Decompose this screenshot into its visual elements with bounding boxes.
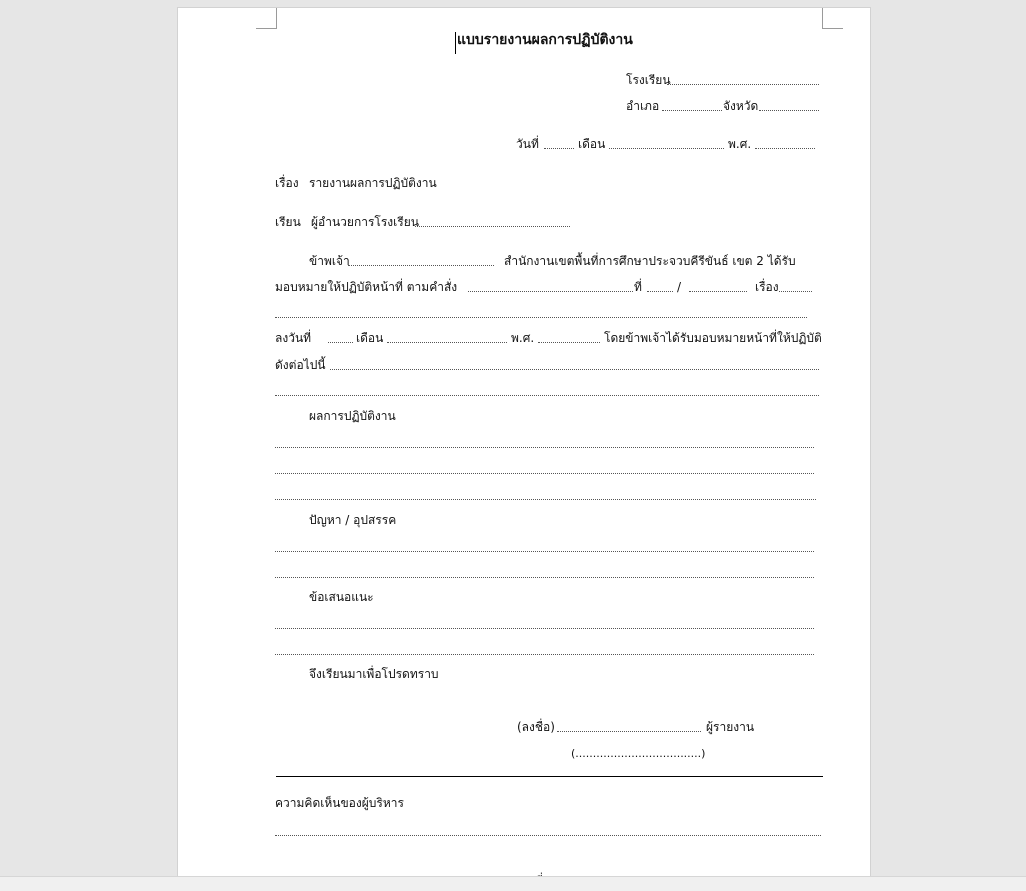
date-day-blank <box>544 148 574 149</box>
duty-blank-2 <box>275 395 819 396</box>
results-blank-1 <box>275 447 814 448</box>
reporter-name-line: (....................................) <box>571 747 706 760</box>
to-label: เรียน <box>275 215 301 229</box>
as-follows-text: ดังต่อไปนี้ <box>275 358 326 372</box>
admin-opinion-blank <box>275 835 821 836</box>
name-blank <box>348 265 494 266</box>
suggestions-blank-2 <box>275 654 814 655</box>
closing-text: จึงเรียนมาเพื่อโปรดทราบ <box>309 667 439 681</box>
i-am-label: ข้าพเจ้า <box>309 254 350 268</box>
district-label: อำเภอ <box>626 99 660 113</box>
results-blank-3 <box>275 499 816 500</box>
date-month-label: เดือน <box>578 137 606 151</box>
results-blank-2 <box>275 473 814 474</box>
signature-blank <box>557 731 701 732</box>
document-title: แบบรายงานผลการปฏิบัติงาน <box>457 32 633 48</box>
problems-blank-1 <box>275 551 814 552</box>
number-label: ที่ <box>634 280 642 294</box>
suggestions-blank-1 <box>275 628 814 629</box>
district-blank <box>662 110 722 111</box>
dated-year-blank <box>538 342 600 343</box>
about-blank <box>779 291 812 292</box>
reporter-label: ผู้รายงาน <box>706 720 755 734</box>
to-value: ผู้อำนวยการโรงเรียน <box>311 215 419 229</box>
to-school-blank <box>415 226 570 227</box>
text-cursor <box>455 32 456 54</box>
slash: / <box>677 280 682 294</box>
subject-value: รายงานผลการปฏิบัติงาน <box>309 176 437 190</box>
about-blank-line <box>275 317 807 318</box>
date-year-label: พ.ศ. <box>728 137 752 151</box>
problems-heading: ปัญหา / อุปสรรค <box>309 513 397 527</box>
results-heading: ผลการปฏิบัติงาน <box>309 409 396 423</box>
suggestions-heading: ข้อเสนอแนะ <box>309 590 374 604</box>
margin-corner-top-left <box>256 8 277 29</box>
school-blank <box>667 84 819 85</box>
admin-opinion-label: ความคิดเห็นของผู้บริหาร <box>275 796 404 810</box>
margin-corner-top-right <box>822 8 843 29</box>
province-label: จังหวัด <box>723 99 759 113</box>
office-text: สำนักงานเขตพื้นที่การศึกษาประจวบคีรีขันธ์ เขต 2 ได้รับ <box>504 254 796 268</box>
separator-line <box>276 776 823 777</box>
order-blank <box>468 291 633 292</box>
dated-day-blank <box>328 342 353 343</box>
document-page[interactable] <box>177 7 871 891</box>
number-blank <box>647 291 673 292</box>
date-year-blank <box>755 148 815 149</box>
assigned-text: มอบหมายให้ปฏิบัติหน้าที่ ตามคำสั่ง <box>275 280 458 294</box>
about-label: เรื่อง <box>755 280 779 294</box>
school-label: โรงเรียน <box>626 73 671 87</box>
subject-label: เรื่อง <box>275 176 299 190</box>
province-blank <box>759 110 819 111</box>
dated-year-label: พ.ศ. <box>511 331 535 345</box>
date-day-label: วันที่ <box>516 137 539 151</box>
status-bar-edge <box>0 876 1026 891</box>
problems-blank-2 <box>275 577 814 578</box>
dated-month-blank <box>387 342 507 343</box>
dated-month-label: เดือน <box>356 331 384 345</box>
dated-label: ลงวันที่ <box>275 331 312 345</box>
duty-blank-1 <box>330 369 819 370</box>
sign-label: (ลงชื่อ) <box>517 720 555 734</box>
assigned-duty-text: โดยข้าพเจ้าได้รับมอบหมายหน้าที่ให้ปฏิบัติ <box>604 331 822 345</box>
order-year-blank <box>689 291 747 292</box>
date-month-blank <box>609 148 724 149</box>
